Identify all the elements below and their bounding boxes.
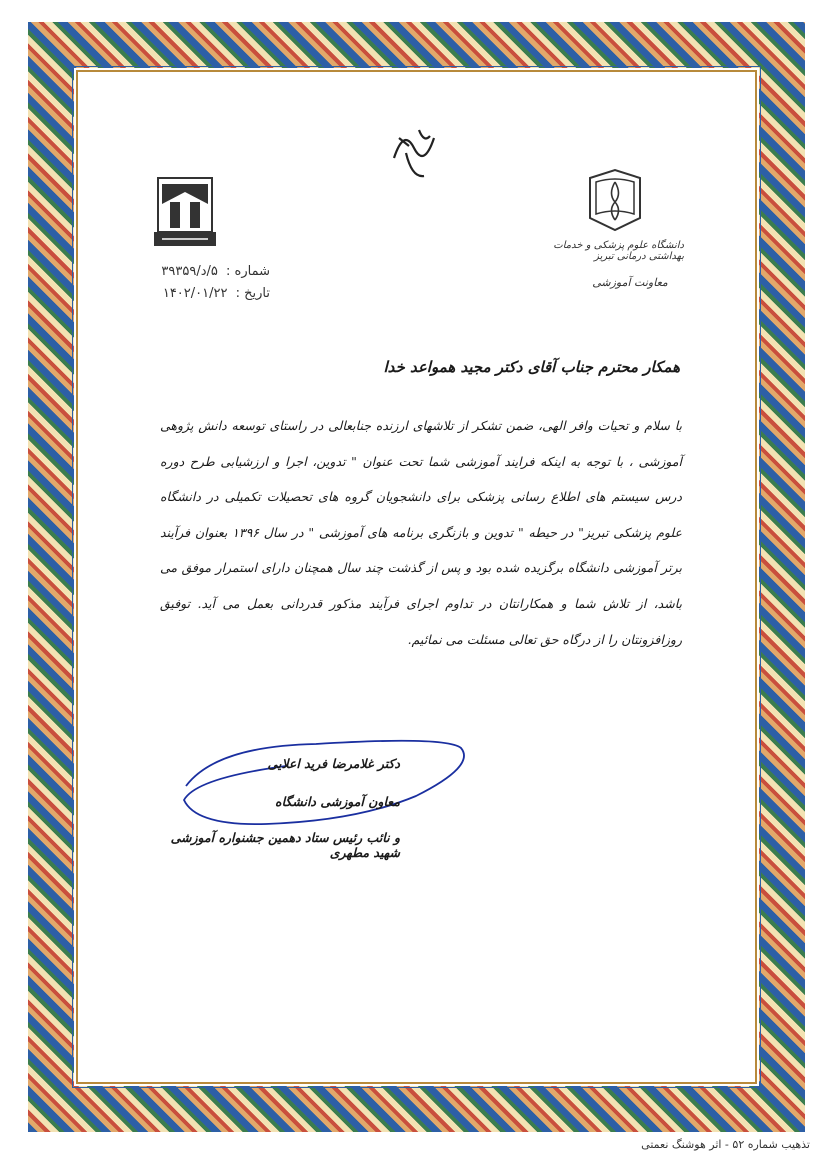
signer-title-2: و نائب رئیس ستاد دهمین جشنواره آموزشی شهید مطهری xyxy=(170,830,400,860)
bismillah-calligraphy-icon xyxy=(384,118,444,184)
signature-icon xyxy=(176,726,476,836)
university-logo-icon xyxy=(584,168,646,238)
university-name: دانشگاه علوم پزشکی و خدمات بهداشتی درمانی تبریز xyxy=(553,240,684,262)
number-label: شماره : xyxy=(226,264,270,279)
department-name: معاونت آموزشی xyxy=(592,276,668,289)
letter-number xyxy=(120,264,270,279)
date-value: ۱۴۰۲/۰۱/۲۲ xyxy=(162,286,228,301)
letter-date xyxy=(120,286,270,301)
date-label: تاریخ : xyxy=(235,286,270,301)
salutation: همکار محترم جناب آقای دکتر مجید همواعد خدا xyxy=(383,358,680,376)
number-value: ۵/د/۳۹۳۵۹ xyxy=(161,264,218,279)
signer-name: دکتر غلامرضا فرید اعلایی xyxy=(267,756,400,771)
letter-body: با سلام و تحیات وافر الهی، ضمن تشکر از تلاشهای ارزنده جنابعالی در راستای توسعه دانش پژوهی آموزشی ، با توجه به اینکه فرایند آموزشی شما تحت عنوان " تدوین، اجرا و ارزشیابی طرح دوره درس سیستم های اطلاع رسانی پزشکی برای دانشجویان گروه های تحصیلات تکمیلی در دانشگاه علوم پزشکی تبریز" در حیطه " تدوین و بازنگری برنامه های آموزشی " در سال ۱۳۹۶ بعنوان فرآیند برتر آموزشی دانشگاه برگزیده شده بود و پس از گذشت چند سال همچنان دارای استمرار موفق می باشد، از تلاش شما و همکارانتان در تداوم اجرای فرآیند مذکور قدردانی بعمل می آید. توفیق روزافزونتان را از درگاه حق تعالی مسئلت می نمائیم. xyxy=(160,418,682,647)
signer-title: معاون آموزشی دانشگاه xyxy=(275,794,400,809)
footer-credit: تذهیب شماره ۵۲ - اثر هوشنگ نعمتی xyxy=(641,1138,810,1151)
festival-logo-icon xyxy=(152,174,218,248)
